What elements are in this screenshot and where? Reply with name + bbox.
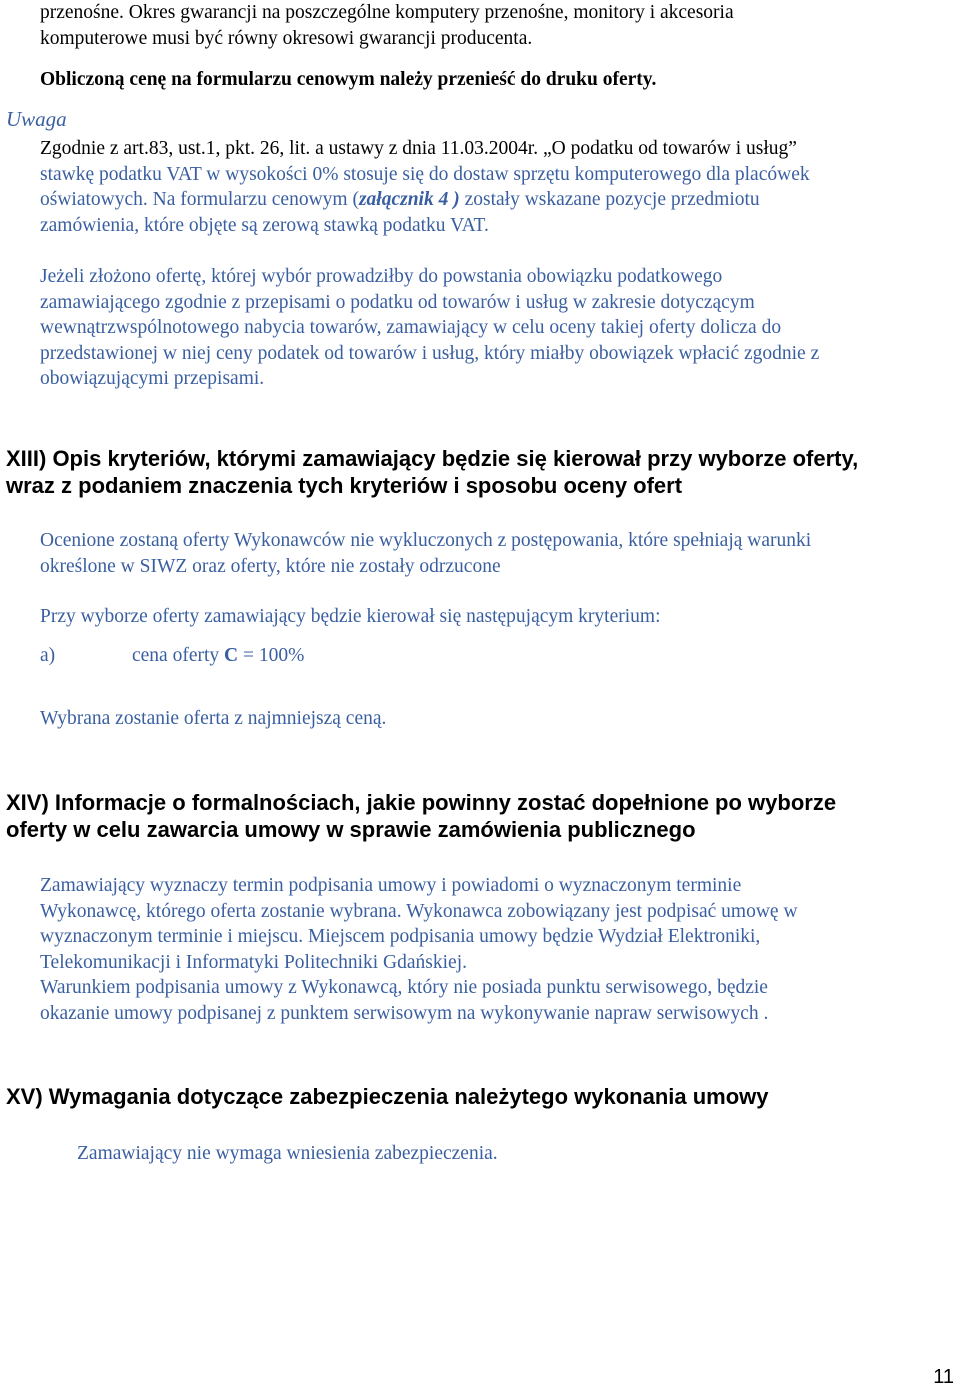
section-13-paragraph-1 bbox=[40, 528, 811, 579]
uwaga-line-2: stawkę podatku VAT w wysokości 0% stosuje się do dostaw sprzętu komputerowego dla placówek bbox=[40, 163, 810, 185]
section-14-line: Zamawiający wyznaczy termin podpisania umowy i powiadomi o wyznaczonym terminie bbox=[40, 875, 742, 896]
criterion-value: = 100% bbox=[238, 645, 305, 666]
section-15-paragraph: Zamawiający nie wymaga wniesienia zabezpieczenia. bbox=[77, 1143, 498, 1164]
vat-line: zamawiającego zgodnie z przepisami o podatku od towarów i usług w zakresie dotyczącym bbox=[40, 291, 755, 313]
uwaga-line-3-mid: Na formularzu cenowym ( bbox=[147, 189, 359, 211]
section-14-line: okazanie umowy podpisanej z punktem serwisowym na wykonywanie napraw serwisowych . bbox=[40, 1002, 769, 1024]
section-14-line: Wykonawcę, którego oferta zostanie wybrana. Wykonawca zobowiązany jest podpisać umowę w bbox=[40, 900, 798, 922]
section-14-heading-line-2: oferty w celu zawarcia umowy w sprawie zamówienia publicznego bbox=[6, 817, 696, 842]
uwaga-paragraph bbox=[40, 136, 810, 238]
top-line-1: przenośne. Okres gwarancji na poszczególne komputery przenośne, monitory i akcesoria bbox=[40, 2, 734, 23]
section-13-heading-line-2: wraz z podaniem znaczenia tych kryteriów i sposobu oceny ofert bbox=[6, 473, 683, 498]
section-13-paragraph-2: Przy wyborze oferty zamawiający będzie kierował się następującym kryterium: bbox=[40, 606, 661, 627]
vat-line: przedstawionej w niej ceny podatek od towarów i usług, który miałby obowiązek wpłacić zgodnie z bbox=[40, 342, 820, 364]
price-transfer-note: Obliczoną cenę na formularzu cenowym należy przenieść do druku oferty. bbox=[40, 69, 657, 90]
criterion-symbol: C bbox=[224, 645, 239, 666]
top-line-2: komputerowe musi być równy okresowi gwarancji producenta. bbox=[40, 28, 533, 49]
uwaga-label: Uwaga bbox=[6, 107, 67, 131]
attachment-reference: załącznik 4 ) bbox=[358, 189, 460, 211]
uwaga-line-3-end: zostały wskazane pozycje przedmiotu bbox=[459, 189, 760, 211]
section-14-heading-line-1: XIV) Informacje o formalnościach, jakie powinny zostać dopełnione po wyborze bbox=[6, 790, 837, 815]
vat-line: Jeżeli złożono ofertę, której wybór prowadziłby do powstania obowiązku podatkowego bbox=[40, 266, 723, 287]
section-13-p1-line: Ocenione zostaną oferty Wykonawców nie wykluczonych z postępowania, które spełniają warunki bbox=[40, 530, 812, 551]
section-14-paragraph bbox=[40, 873, 798, 1027]
page-number: 11 bbox=[933, 1366, 954, 1388]
section-13-heading-line-1: XIII) Opis kryteriów, którymi zamawiający będzie się kierował przy wyborze oferty, bbox=[6, 446, 859, 471]
uwaga-line-3-start: oświatowych. bbox=[40, 189, 148, 211]
section-14-line: wyznaczonym terminie i miejscu. Miejscem podpisania umowy będzie Wydział Elektroniki, bbox=[40, 926, 761, 948]
vat-line: obowiązującymi przepisami. bbox=[40, 368, 265, 390]
uwaga-line-4: zamówienia, które objęte są zerową stawką podatku VAT. bbox=[40, 214, 489, 236]
criterion-marker: a) bbox=[40, 645, 56, 666]
section-14-line: Warunkiem podpisania umowy z Wykonawcą, który nie posiada punktu serwisowego, będzie bbox=[40, 977, 768, 999]
criterion-item bbox=[132, 645, 304, 667]
vat-line: wewnątrzwspólnotowego nabycia towarów, zamawiający w celu oceny takiej oferty dolicza do bbox=[40, 317, 782, 339]
vat-paragraph bbox=[40, 264, 819, 392]
criterion-text: cena oferty bbox=[132, 645, 220, 666]
uwaga-line-1: Zgodnie z art.83, ust.1, pkt. 26, lit. a ustawy z dnia 11.03.2004r. „O podatku od towarów i usług” bbox=[40, 138, 797, 159]
section-13-p1-line: określone w SIWZ oraz oferty, które nie zostały odrzucone bbox=[40, 555, 501, 577]
uwaga-line-3 bbox=[40, 187, 810, 213]
section-14-line: Telekomunikacji i Informatyki Politechniki Gdańskiej. bbox=[40, 951, 468, 973]
section-13-paragraph-3: Wybrana zostanie oferta z najmniejszą ceną. bbox=[40, 708, 387, 729]
section-15-heading: XV) Wymagania dotyczące zabezpieczenia należytego wykonania umowy bbox=[6, 1084, 769, 1109]
